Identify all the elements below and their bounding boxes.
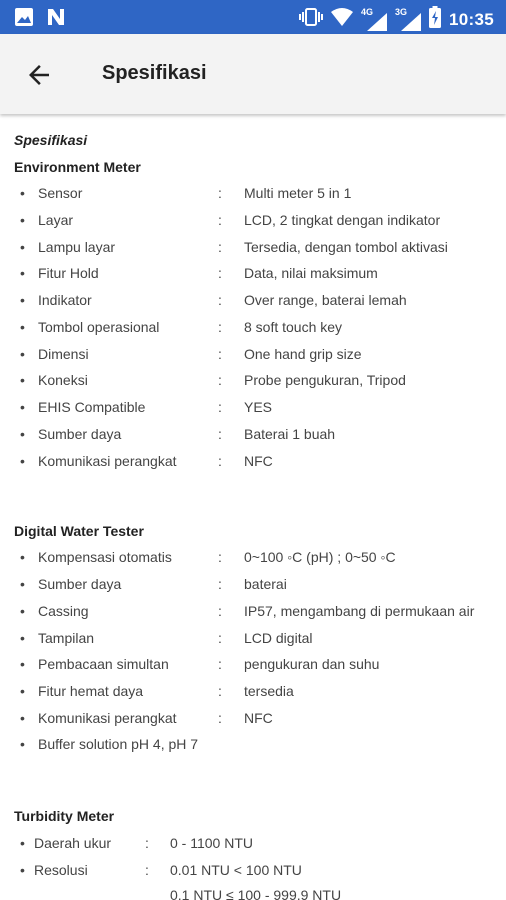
separator: : bbox=[218, 239, 222, 255]
spec-value: NFC bbox=[244, 453, 273, 469]
spec-label: Fitur Hold bbox=[38, 265, 99, 281]
arrow-back-icon bbox=[24, 60, 54, 90]
bullet: • bbox=[20, 710, 25, 726]
spec-value: tersedia bbox=[244, 683, 294, 699]
spec-value: One hand grip size bbox=[244, 346, 362, 362]
status-time: 10:35 bbox=[449, 9, 494, 29]
separator: : bbox=[218, 603, 222, 619]
spec-label: Tombol operasional bbox=[38, 319, 160, 335]
spec-row bbox=[0, 630, 506, 652]
spec-label: Dimensi bbox=[38, 346, 89, 362]
spec-value: Tersedia, dengan tombol aktivasi bbox=[244, 239, 448, 255]
bullet: • bbox=[20, 603, 25, 619]
spec-label: Daerah ukur bbox=[34, 835, 112, 851]
section-title-environment-meter: Environment Meter bbox=[14, 159, 141, 175]
page-title: Spesifikasi bbox=[102, 62, 207, 84]
spec-row bbox=[0, 372, 506, 394]
battery-charging-icon bbox=[429, 6, 441, 33]
bullet: • bbox=[20, 656, 25, 672]
spec-label: Kompensasi otomatis bbox=[38, 549, 172, 565]
image-notification-icon bbox=[14, 7, 34, 32]
bullet: • bbox=[20, 346, 25, 362]
spec-row bbox=[0, 426, 506, 448]
separator: : bbox=[218, 630, 222, 646]
spec-value: YES bbox=[244, 399, 273, 415]
separator: : bbox=[218, 549, 222, 565]
spec-row bbox=[0, 399, 506, 421]
bullet: • bbox=[20, 265, 25, 281]
separator: : bbox=[218, 426, 222, 442]
spec-label: EHIS Compatible bbox=[38, 399, 146, 415]
bullet: • bbox=[20, 292, 25, 308]
spec-label: Fitur hemat daya bbox=[38, 683, 144, 699]
spec-value: LCD digital bbox=[244, 630, 313, 646]
section-title-digital-water-tester: Digital Water Tester bbox=[14, 523, 144, 539]
spec-value: 0 - 1100 NTU bbox=[170, 835, 253, 851]
spec-value: LCD, 2 tingkat dengan indikator bbox=[244, 212, 441, 228]
spec-label: Sumber daya bbox=[38, 426, 122, 442]
separator: : bbox=[218, 683, 222, 699]
bullet: • bbox=[20, 185, 25, 201]
spec-value: 0~100 ◦C (pH) ; 0~50 ◦C bbox=[244, 549, 396, 565]
spec-row bbox=[0, 736, 506, 758]
spec-value: Probe pengukuran, Tripod bbox=[244, 372, 406, 388]
spec-label: Indikator bbox=[38, 292, 92, 308]
doc-title: Spesifikasi bbox=[14, 132, 88, 148]
separator: : bbox=[145, 862, 149, 878]
spec-value: Over range, baterai lemah bbox=[244, 292, 407, 308]
spec-row bbox=[0, 292, 506, 314]
back-button[interactable] bbox=[24, 60, 54, 90]
spec-row-continuation bbox=[0, 887, 506, 900]
spec-row bbox=[0, 683, 506, 705]
spec-label: Resolusi bbox=[34, 862, 88, 878]
spec-row bbox=[0, 453, 506, 475]
spec-label: Sumber daya bbox=[38, 576, 122, 592]
signal-3g-icon bbox=[395, 6, 421, 31]
spec-row bbox=[0, 239, 506, 261]
status-bar bbox=[0, 0, 506, 34]
separator: : bbox=[218, 319, 222, 335]
spec-row bbox=[0, 549, 506, 571]
spec-value: Multi meter 5 in 1 bbox=[244, 185, 352, 201]
spec-row bbox=[0, 212, 506, 234]
bullet: • bbox=[20, 399, 25, 415]
separator: : bbox=[218, 372, 222, 388]
separator: : bbox=[145, 835, 149, 851]
spec-label: Cassing bbox=[38, 603, 89, 619]
separator: : bbox=[218, 399, 222, 415]
spec-label: Sensor bbox=[38, 185, 83, 201]
spec-value: Baterai 1 buah bbox=[244, 426, 336, 442]
app-bar bbox=[0, 34, 506, 114]
bullet: • bbox=[20, 576, 25, 592]
separator: : bbox=[218, 212, 222, 228]
spec-label: Koneksi bbox=[38, 372, 88, 388]
spec-label: Layar bbox=[38, 212, 74, 228]
separator: : bbox=[218, 185, 222, 201]
separator: : bbox=[218, 453, 222, 469]
spec-row bbox=[0, 185, 506, 207]
spec-label: Pembacaan simultan bbox=[38, 656, 169, 672]
spec-label: Komunikasi perangkat bbox=[38, 710, 177, 726]
signal-4g-icon bbox=[361, 6, 387, 31]
spec-row bbox=[0, 319, 506, 341]
spec-value: baterai bbox=[244, 576, 287, 592]
spec-row bbox=[0, 835, 506, 857]
spec-value: IP57, mengambang di permukaan air bbox=[244, 603, 475, 619]
bullet: • bbox=[20, 630, 25, 646]
spec-value: Data, nilai maksimum bbox=[244, 265, 378, 281]
bullet: • bbox=[20, 319, 25, 335]
network-type-4g: 4G bbox=[361, 6, 374, 17]
spec-content[interactable] bbox=[0, 114, 506, 900]
spec-row bbox=[0, 265, 506, 287]
spec-value: pengukuran dan suhu bbox=[244, 656, 380, 672]
wifi-icon bbox=[331, 8, 353, 31]
spec-value: 0.01 NTU < 100 NTU bbox=[170, 862, 302, 878]
separator: : bbox=[218, 265, 222, 281]
bullet: • bbox=[20, 453, 25, 469]
spec-row bbox=[0, 862, 506, 884]
bullet: • bbox=[20, 239, 25, 255]
separator: : bbox=[218, 346, 222, 362]
bullet: • bbox=[20, 549, 25, 565]
separator: : bbox=[218, 576, 222, 592]
spec-label: Tampilan bbox=[38, 630, 95, 646]
bullet: • bbox=[20, 683, 25, 699]
separator: : bbox=[218, 292, 222, 308]
spec-row bbox=[0, 710, 506, 732]
bullet: • bbox=[20, 736, 25, 752]
section-title-turbidity-meter: Turbidity Meter bbox=[14, 808, 115, 824]
bullet: • bbox=[20, 835, 25, 851]
spec-label: Lampu layar bbox=[38, 239, 116, 255]
network-type-3g: 3G bbox=[395, 6, 408, 17]
spec-row bbox=[0, 346, 506, 368]
spec-row bbox=[0, 656, 506, 678]
bullet: • bbox=[20, 372, 25, 388]
spec-label: Buffer solution pH 4, pH 7 bbox=[38, 736, 199, 752]
spec-value: 8 soft touch key bbox=[244, 319, 343, 335]
bullet: • bbox=[20, 426, 25, 442]
separator: : bbox=[218, 710, 222, 726]
spec-row bbox=[0, 603, 506, 625]
spec-value: NFC bbox=[244, 710, 273, 726]
spec-label: Komunikasi perangkat bbox=[38, 453, 177, 469]
separator: : bbox=[218, 656, 222, 672]
spec-row bbox=[0, 576, 506, 598]
vibrate-icon bbox=[299, 7, 323, 32]
bullet: • bbox=[20, 212, 25, 228]
spec-value: 0.1 NTU ≤ 100 - 999.9 NTU bbox=[170, 887, 342, 900]
bullet: • bbox=[20, 862, 25, 878]
n-app-notification-icon bbox=[46, 7, 66, 32]
